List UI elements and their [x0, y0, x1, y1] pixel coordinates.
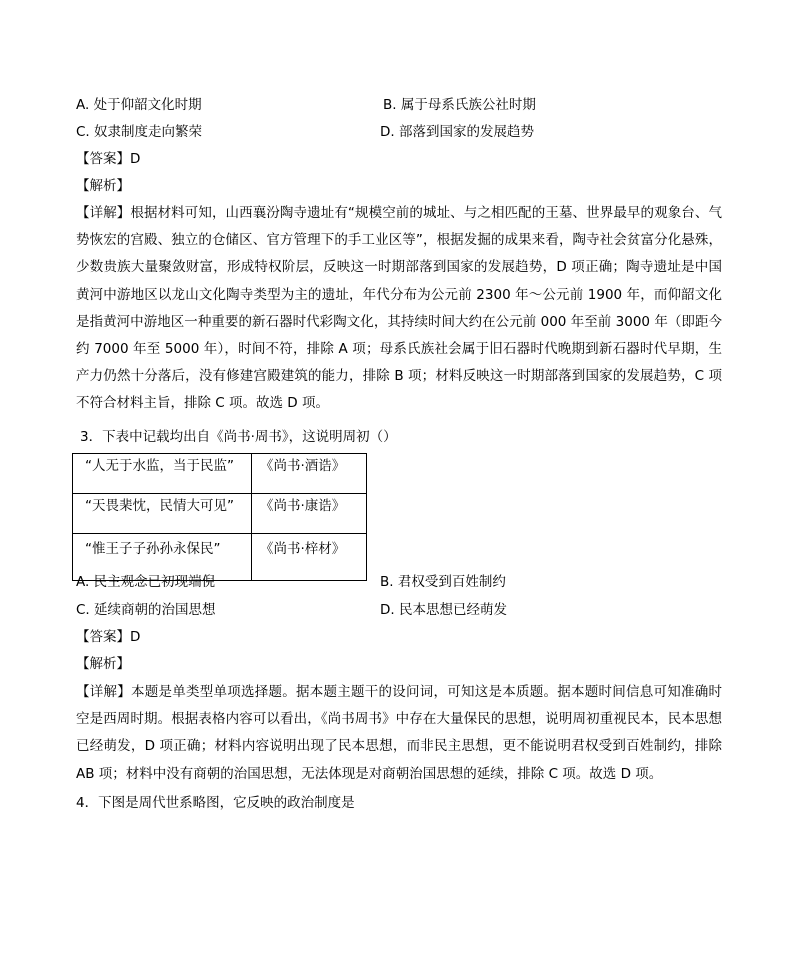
q2-option-a: A. 处于仰韶文化时期 [76, 97, 202, 113]
table-cell-source: 《尚书·酒诰》 [252, 454, 367, 494]
q3-detail-paragraph: 【详解】本题是单类型单项选择题。据本题主题干的设问词，可知这是本质题。据本题时间信息可知准确时空是西周时期。根据表格内容可以看出，《尚书周书》中存在大量保民的思想，说明周初重视民本，民本思想已经萌发，D 项正确；材料内容说明出现了民本思想，而非民主思想，更不能说明君权受到百姓制约，排除 AB 项；材料中没有商朝的治国思想，无法体现是对商朝治国思想的延续，排除 C 项。故选 D 项。 [76, 684, 722, 782]
q2-option-b: B. 属于母系氏族公社时期 [383, 97, 536, 113]
q2-detail-paragraph: 【详解】根据材料可知，山西襄汾陶寺遗址有“规模空前的城址、与之相匹配的王墓、世界最早的观象台、气势恢宏的宫殿、独立的仓储区、官方管理下的手工业区等”，根据发掘的成果来看，陶寺社会贫富分化悬殊，少数贵族大量聚敛财富，形成特权阶层，反映这一时期部落到国家的发展趋势，D 项正确；陶寺遗址是中国黄河中游地区以龙山文化陶寺类型为主的遗址，年代分布为公元前 2300 年～公元前 1900 年，而仰韶文化是指黄河中游地区一种重要的新石器时代彩陶文化，其持续时间大约在公元前 000 年至前 3000 年（即距今约 7000 年至 5000 年），时间不符，排除 A 项；母系氏族社会属于旧石器时代晚期到新石器时代早期，生产力仍然十分落后，没有修建宫殿建筑的能力，排除 B 项；材料反映这一时期部落到国家的发展趋势，C 项不符合材料主旨，排除 C 项。故选 D 项。 [76, 205, 722, 412]
q2-option-c: C. 奴隶制度走向繁荣 [76, 124, 203, 140]
q2-answer: 【答案】D [76, 151, 141, 167]
q3-option-d: D. 民本思想已经萌发 [380, 602, 507, 618]
q3-analysis-label: 【解析】 [76, 656, 130, 672]
table-cell-quote: “人无于水监，当于民监” [73, 454, 252, 494]
q3-stem: 3．下表中记载均出自《尚书·周书》，这说明周初（） [80, 429, 397, 445]
q3-quote-table [72, 453, 367, 581]
q3-answer: 【答案】D [76, 629, 141, 645]
table-cell-quote: “惟王子子孙孙永保民” [73, 534, 252, 581]
q4-stem: 4．下图是周代世系略图，它反映的政治制度是 [76, 795, 355, 811]
q2-analysis-label: 【解析】 [76, 178, 130, 194]
table-row [73, 494, 367, 534]
table-cell-quote: “天畏棐忱，民情大可见” [73, 494, 252, 534]
q3-option-b: B. 君权受到百姓制约 [380, 574, 506, 590]
q2-option-d: D. 部落到国家的发展趋势 [380, 124, 534, 140]
q3-option-a: A. 民主观念已初现端倪 [76, 574, 216, 590]
q3-option-c: C. 延续商朝的治国思想 [76, 602, 216, 618]
table-row [73, 454, 367, 494]
table-cell-source: 《尚书·梓材》 [252, 534, 367, 581]
table-cell-source: 《尚书·康诰》 [252, 494, 367, 534]
